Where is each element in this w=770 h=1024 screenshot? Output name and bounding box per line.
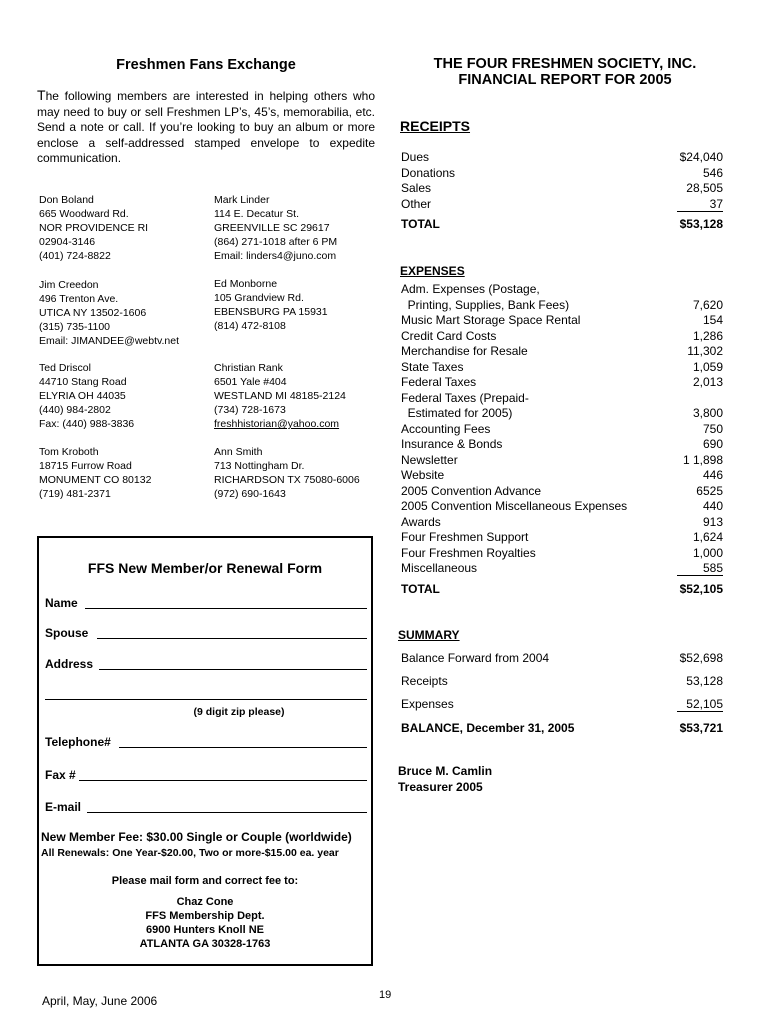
row-label: Receipts (401, 674, 448, 688)
row-label: Expenses (401, 697, 454, 711)
contact-email[interactable]: Email: linders4@juno.com (214, 250, 337, 262)
row-value: 1,286 (692, 328, 723, 343)
row-label: Miscellaneous (401, 561, 478, 575)
expenses-heading: EXPENSES (400, 264, 465, 278)
address-field-line2[interactable] (45, 699, 367, 700)
row-value (677, 697, 723, 713)
row-value: 1,000 (692, 545, 723, 560)
name-field[interactable] (85, 608, 367, 609)
zip-note: (9 digit zip please) (193, 706, 285, 718)
row-value: $52,698 (679, 651, 723, 665)
spouse-label: Spouse (45, 626, 89, 640)
row-value: 2,013 (692, 375, 723, 389)
row-value: 53,128 (686, 674, 723, 688)
address-label: Address (45, 657, 94, 671)
contact-card: Ann Smith 713 Nottingham Dr. RICHARDSON TX 75080-6006 (972) 690-1643 (214, 446, 360, 500)
summary-heading: SUMMARY (398, 628, 460, 642)
row-value: 690 (702, 437, 723, 451)
row-value: 154 (702, 313, 723, 327)
row-label: Estimated for 2005) (401, 406, 513, 420)
row-label: Four Freshmen Support (401, 530, 529, 544)
treasurer-name: Bruce M. Camlin (398, 764, 493, 778)
telephone-field[interactable] (119, 747, 367, 748)
row-label: Sales (401, 181, 432, 195)
row-value: 7,620 (692, 297, 723, 312)
fans-exchange-title: Freshmen Fans Exchange (116, 57, 296, 73)
expenses-total-label: TOTAL (401, 582, 440, 596)
row-label: 2005 Convention Miscellaneous Expenses (401, 499, 628, 513)
row-value-underlined: 52,105 (677, 698, 723, 712)
row-label: Dues (401, 150, 430, 164)
fans-exchange-intro: The following members are interested in helping others who may need to buy or sell Freshmen LP’s, 45’s, memorabilia, etc. Send a note or call. If you’re looking to buy an album or more enclose a self-addressed stamped envelope to expedite communication. (37, 87, 375, 165)
row-label: Website (401, 468, 445, 482)
spouse-field[interactable] (97, 638, 367, 639)
row-value: 440 (702, 499, 723, 513)
report-title: THE FOUR FRESHMEN SOCIETY, INC. FINANCIAL REPORT FOR 2005 (433, 56, 697, 88)
mail-address-line: FFS Membership Dept. (145, 910, 265, 922)
row-label: Four Freshmen Royalties (401, 545, 536, 560)
contact-card: Mark Linder 114 E. Decatur St. GREENVILLE SC 29617 (864) 271-1018 after 6 PM Email: linders4@juno.com (214, 194, 338, 262)
row-value: 446 (702, 468, 723, 482)
row-label: Music Mart Storage Space Rental (401, 313, 581, 327)
row-label: Insurance & Bonds (401, 437, 503, 451)
email-label: E-mail (45, 800, 82, 814)
receipts-total-label: TOTAL (401, 217, 440, 231)
row-value: 1 1,898 (682, 452, 723, 467)
row-label: Adm. Expenses (Postage, (401, 282, 540, 296)
row-label: Federal Taxes (401, 375, 477, 389)
row-label: Newsletter (401, 452, 458, 467)
email-field[interactable] (87, 812, 367, 813)
row-value-underlined: 585 (677, 562, 723, 576)
contact-email[interactable]: Email: JIMANDEE@webtv.net (39, 335, 180, 347)
row-label: Donations (401, 165, 456, 180)
row-value: 546 (702, 165, 723, 180)
new-member-fee: New Member Fee: $30.00 Single or Couple (worldwide) (41, 830, 352, 844)
row-label: Credit Card Costs (401, 328, 497, 343)
form-title: FFS New Member/or Renewal Form (87, 560, 323, 576)
balance-label: BALANCE, December 31, 2005 (401, 721, 575, 735)
treasurer-title: Treasurer 2005 (398, 780, 483, 794)
row-value: 3,800 (692, 406, 723, 420)
page-number: 19 (379, 989, 392, 1001)
row-value: 11,302 (687, 344, 723, 358)
contact-card: Jim Creedon 496 Trenton Ave. UTICA NY 13502-1606 (315) 735-1100 Email: JIMANDEE@webtv.net (39, 279, 180, 347)
footer-date: April, May, June 2006 (42, 994, 158, 1008)
renewal-fee: All Renewals: One Year-$20.00, Two or more-$15.00 ea. year (41, 847, 339, 859)
row-label: Balance Forward from 2004 (401, 651, 550, 665)
expenses-total-value: $52,105 (679, 582, 723, 596)
contact-card: Tom Kroboth 18715 Furrow Road MONUMENT CO 80132 (719) 481-2371 (39, 446, 152, 500)
contact-email-link[interactable]: freshhistorian@yahoo.com (214, 418, 340, 430)
mail-instruction: Please mail form and correct fee to: (111, 875, 299, 887)
balance-value: $53,721 (679, 721, 723, 735)
row-value-underlined: 37 (677, 198, 723, 212)
fax-label: Fax # (45, 768, 76, 782)
contact-card: Ted Driscol 44710 Stang Road ELYRIA OH 44035 (440) 984-2802 Fax: (440) 988-3836 (39, 362, 135, 430)
address-field[interactable] (99, 669, 367, 670)
telephone-label: Telephone# (45, 735, 111, 749)
treasurer-signature (398, 763, 492, 795)
row-label: Printing, Supplies, Bank Fees) (401, 297, 570, 312)
row-value: 1,624 (692, 530, 723, 544)
row-value: 28,505 (686, 181, 723, 195)
receipts-heading: RECEIPTS (400, 118, 471, 134)
row-label: Awards (401, 514, 441, 529)
row-value (677, 197, 723, 213)
name-label: Name (45, 596, 78, 610)
row-label: Merchandise for Resale (401, 344, 528, 358)
receipts-total-value: $53,128 (679, 217, 723, 231)
row-value: 913 (702, 514, 723, 529)
row-value (677, 561, 723, 577)
row-value: 750 (702, 421, 723, 436)
row-label: Federal Taxes (Prepaid- (401, 390, 529, 405)
contact-card: Christian Rank 6501 Yale #404 WESTLAND MI 48185-2124 (734) 728-1673 freshhistorian@yahoo.com (214, 362, 346, 430)
row-label: Accounting Fees (401, 421, 491, 436)
row-label: Other (401, 196, 432, 211)
fax-field[interactable] (79, 780, 367, 781)
membership-form (37, 536, 373, 966)
row-value: $24,040 (679, 150, 723, 164)
row-label: 2005 Convention Advance (401, 483, 542, 498)
row-value: 6525 (696, 483, 723, 498)
contact-card: Don Boland 665 Woodward Rd. NOR PROVIDENCE RI 02904-3146 (401) 724-8822 (39, 194, 149, 262)
mail-address-line: Chaz Cone (176, 896, 234, 908)
mail-address-line: 6900 Hunters Knoll NE (146, 924, 264, 936)
row-label: State Taxes (401, 359, 464, 374)
mail-address-line: ATLANTA GA 30328-1763 (139, 938, 271, 950)
row-value: 1,059 (692, 359, 723, 374)
contact-card: Ed Monborne 105 Grandview Rd. EBENSBURG PA 15931 (814) 472-8108 (214, 278, 328, 332)
